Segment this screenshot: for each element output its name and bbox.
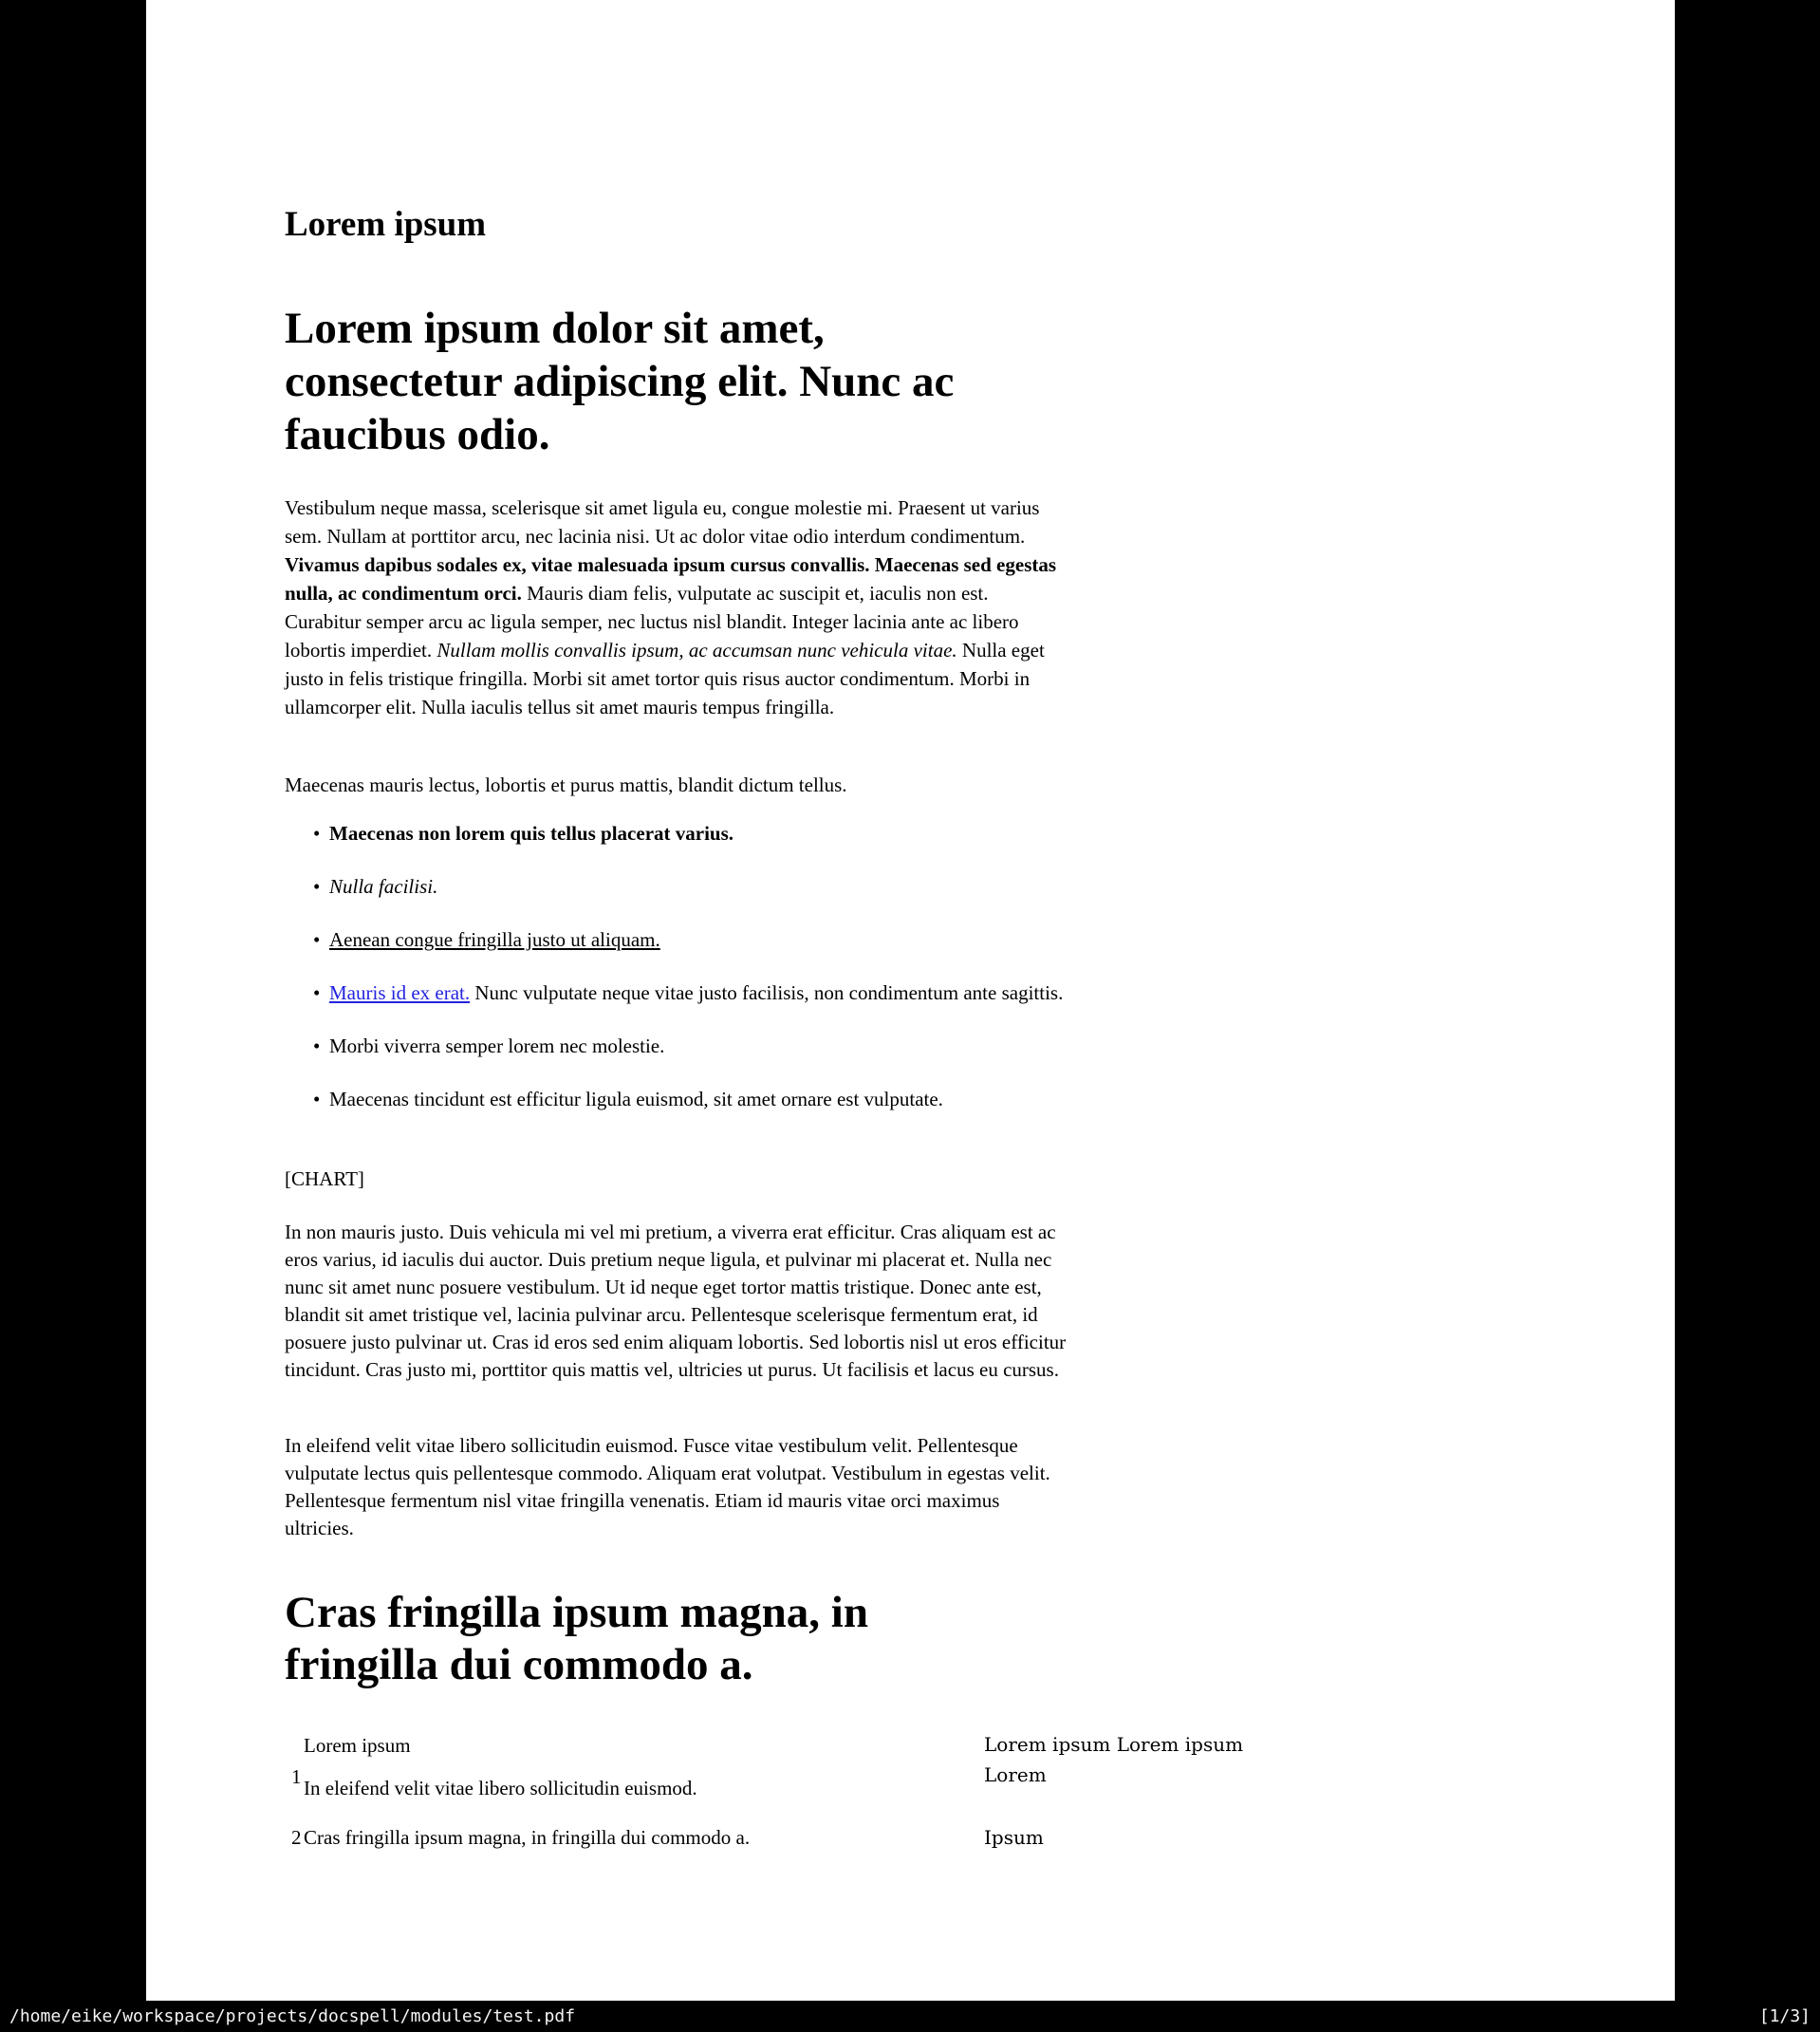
numbered-table xyxy=(146,1732,1675,1922)
paragraph-1-text: Vestibulum neque massa, scelerisque sit amet ligula eu, congue molestie mi. Praesent ut varius sem. Nullam at porttitor arcu, nec lacinia nisi. Ut ac dolor vitae odio interdum condimentum. xyxy=(285,496,1040,548)
table-left-header: Lorem ipsum xyxy=(304,1734,411,1757)
document-title-line: faucibus odio. xyxy=(285,410,550,459)
list-item xyxy=(285,1033,1068,1059)
table-row-text: In eleifend velit vitae libero sollicitudin euismod. xyxy=(304,1777,697,1799)
table-row-number: 2 xyxy=(291,1826,302,1849)
bullet-icon: • xyxy=(313,1035,321,1057)
section-heading-line: fringilla dui commodo a. xyxy=(285,1640,753,1689)
list-intro-paragraph: Maecenas mauris lectus, lobortis et purus mattis, blandit dictum tellus. xyxy=(285,774,847,796)
bullet-list xyxy=(285,820,1068,1139)
list-item xyxy=(285,926,1068,953)
paragraph-1-text: Nulla eget justo in felis tristique fringilla. Morbi sit amet tortor quis risus auctor condimentum. Morbi in ullamcorper elit. Nulla iaculis tellus sit amet mauris tempus fringilla. xyxy=(285,639,1045,718)
bullet-icon: • xyxy=(313,822,321,845)
paragraph-2: In non mauris justo. Duis vehicula mi vel mi pretium, a viverra erat efficitur. Cras aliquam est ac eros varius, id iaculis dui auctor. Duis pretium neque ligula, et pulvinar mi placerat et. Nulla nec nunc sit amet nunc posuere vestibulum. Ut id neque eget tortor mattis tristique. Donec ante est, blandit sit amet tristique vel, lacinia pulvinar arcu. Pellentesque scelerisque fermentum erat, id posuere justo pulvinar ut. Cras id eros sed enim aliquam lobortis. Sed lobortis nisl ut eros efficitur tincidunt. Cras justo mi, porttitor quis mattis vel, ultricies ut purus. Ut facilisis et lacus eu cursus. xyxy=(285,1221,1067,1381)
section-heading xyxy=(285,1587,1101,1691)
bullet-icon: • xyxy=(313,875,321,898)
document-subtitle: Lorem ipsum xyxy=(285,205,487,244)
list-item-text: Morbi viverra semper lorem nec molestie. xyxy=(329,1035,665,1057)
mauris-id-ex-erat-link[interactable]: Mauris id ex erat. xyxy=(329,981,471,1004)
list-item-underlined-text: Aenean congue fringilla justo ut aliquam. xyxy=(329,928,660,951)
document-title xyxy=(285,302,1101,461)
statusbar-file-path: /home/eike/workspace/projects/docspell/modules/test.pdf xyxy=(9,2006,576,2026)
pdf-page xyxy=(146,0,1675,2001)
statusbar xyxy=(0,2001,1820,2032)
paragraph-1-text: Mauris diam felis, vulputate ac suscipit et, iaculis non est. Curabitur semper arcu ac ligula semper, nec luctus nisl blandit. Integer lacinia ante ac libero lobortis imperdiet. xyxy=(285,582,1019,662)
list-item xyxy=(285,1086,1068,1112)
document-title-line: Lorem ipsum dolor sit amet, xyxy=(285,304,825,353)
paragraph-1-italic: Nullam mollis convallis ipsum, ac accumsan nunc vehicula vitae. xyxy=(436,639,957,662)
table-right-header: Lorem ipsum Lorem ipsum Lorem xyxy=(984,1733,1244,1786)
table-row-number: 1 xyxy=(291,1765,302,1788)
list-item-italic-text: Nulla facilisi. xyxy=(329,875,438,898)
bullet-icon: • xyxy=(313,1088,321,1110)
paragraph-1 xyxy=(285,494,1068,721)
list-item xyxy=(285,979,1068,1006)
section-heading-line: Cras fringilla ipsum magna, in xyxy=(285,1588,868,1637)
document-title-line: consectetur adipiscing elit. Nunc ac xyxy=(285,357,955,406)
statusbar-page-indicator: [1/3] xyxy=(1758,2006,1811,2026)
list-item xyxy=(285,820,1068,847)
bullet-icon: • xyxy=(313,981,321,1004)
list-item-text: Nunc vulputate neque vitae justo facilisis, non condimentum ante sagittis. xyxy=(470,981,1064,1004)
table-right-cell: Ipsum xyxy=(984,1826,1044,1849)
paragraph-1-bold: Vivamus dapibus sodales ex, vitae malesuada ipsum cursus convallis. Maecenas sed egestas nulla, ac condimentum orci. xyxy=(285,553,1057,605)
bullet-icon: • xyxy=(313,928,321,951)
list-item xyxy=(285,873,1068,900)
paragraph-3: In eleifend velit vitae libero sollicitudin euismod. Fusce vitae vestibulum velit. Pellentesque vulputate lectus quis pellentesque commodo. Aliquam erat volutpat. Vestibulum in egestas velit. Pellentesque fermentum nisl vitae fringilla venenatis. Etiam id mauris vitae orci maximus ultricies. xyxy=(285,1434,1050,1539)
chart-placeholder: [CHART] xyxy=(285,1167,364,1190)
list-item-bold-text: Maecenas non lorem quis tellus placerat varius. xyxy=(329,822,734,845)
list-item-text: Maecenas tincidunt est efficitur ligula euismod, sit amet ornare est vulputate. xyxy=(329,1088,943,1110)
table-row-text: Cras fringilla ipsum magna, in fringilla dui commodo a. xyxy=(304,1826,751,1849)
